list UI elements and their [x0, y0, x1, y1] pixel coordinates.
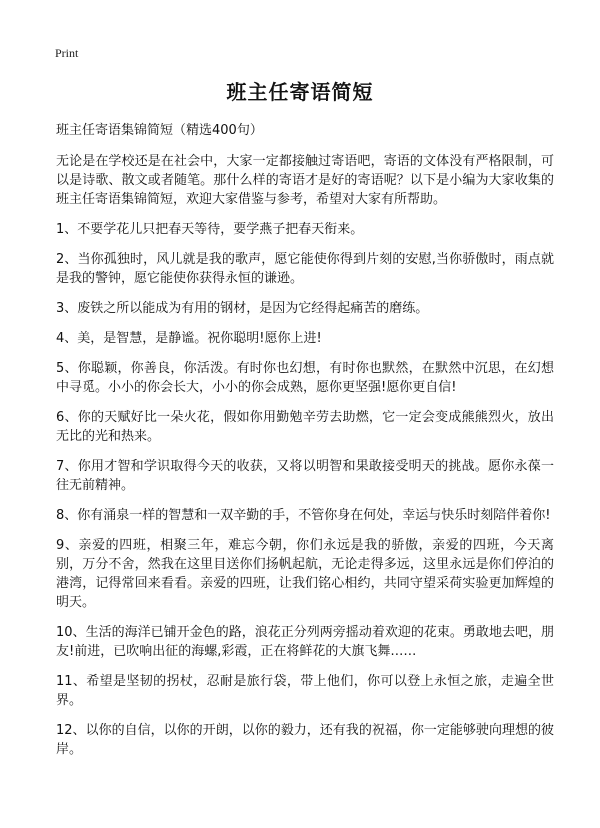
list-item: 9、亲爱的四班，相聚三年，难忘今朝，你们永远是我的骄傲，亲爱的四班，今天离别，万分不舍，然我在这里目送你们扬帆起航，无论走得多远，这里永远是你们停泊的港湾，记得常回来看看。亲爱的四班，让我们铭心相约，共同守望采荷实验更加辉煌的明天。	[56, 538, 554, 610]
intro-paragraph: 无论是在学校还是在社会中，大家一定都接触过寄语吧，寄语的文体没有严格限制，可以是诗歌、散文或者随笔。那什么样的寄语才是好的寄语呢？以下是小编为大家收集的班主任寄语集锦简短，欢迎大家借鉴与参考，希望对大家有所帮助。	[56, 154, 554, 207]
list-item: 10、生活的海洋已铺开金色的路，浪花正分列两旁摇动着欢迎的花束。勇敢地去吧，朋友!前进，已吹响出征的海螺,彩霞，正在将鲜花的大旗飞舞……	[56, 625, 554, 659]
list-item: 12、以你的自信，以你的开朗，以你的毅力，还有我的祝福，你一定能够驶向理想的彼岸。	[56, 723, 554, 757]
print-link[interactable]: Print	[55, 46, 79, 60]
list-item: 7、你用才智和学识取得今天的收获，又将以明智和果敢接受明天的挑战。愿你永葆一往无前精神。	[56, 459, 554, 493]
list-item: 4、美，是智慧，是静谧。祝你聪明!愿你上进!	[56, 331, 322, 346]
list-item: 1、不要学花儿只把春天等待，要学燕子把春天衔来。	[56, 222, 364, 237]
document-body	[56, 121, 554, 770]
page-title: 班主任寄语简短	[226, 80, 374, 104]
list-item: 2、当你孤独时，风儿就是我的歌声，愿它能使你得到片刻的安慰,当你骄傲时，雨点就是我的警钟，愿它能使你获得永恒的谦逊。	[56, 252, 554, 286]
document-subtitle: 班主任寄语集锦简短（精选400句）	[56, 123, 263, 138]
list-item: 3、废铁之所以能成为有用的钢材，是因为它经得起痛苦的磨练。	[56, 301, 429, 316]
list-item: 6、你的天赋好比一朵火花，假如你用勤勉辛劳去助燃，它一定会变成熊熊烈火，放出无比的光和热来。	[56, 410, 554, 444]
list-item: 5、你聪颖，你善良，你活泼。有时你也幻想，有时你也默然，在默然中沉思，在幻想中寻觅。小小的你会长大，小小的你会成熟，愿你更坚强!愿你更自信!	[56, 361, 554, 395]
list-item: 8、你有涌泉一样的智慧和一双辛勤的手，不管你身在何处，幸运与快乐时刻陪伴着你!	[56, 508, 551, 523]
list-item: 11、希望是坚韧的拐杖，忍耐是旅行袋，带上他们，你可以登上永恒之旅，走遍全世界。	[56, 674, 554, 708]
